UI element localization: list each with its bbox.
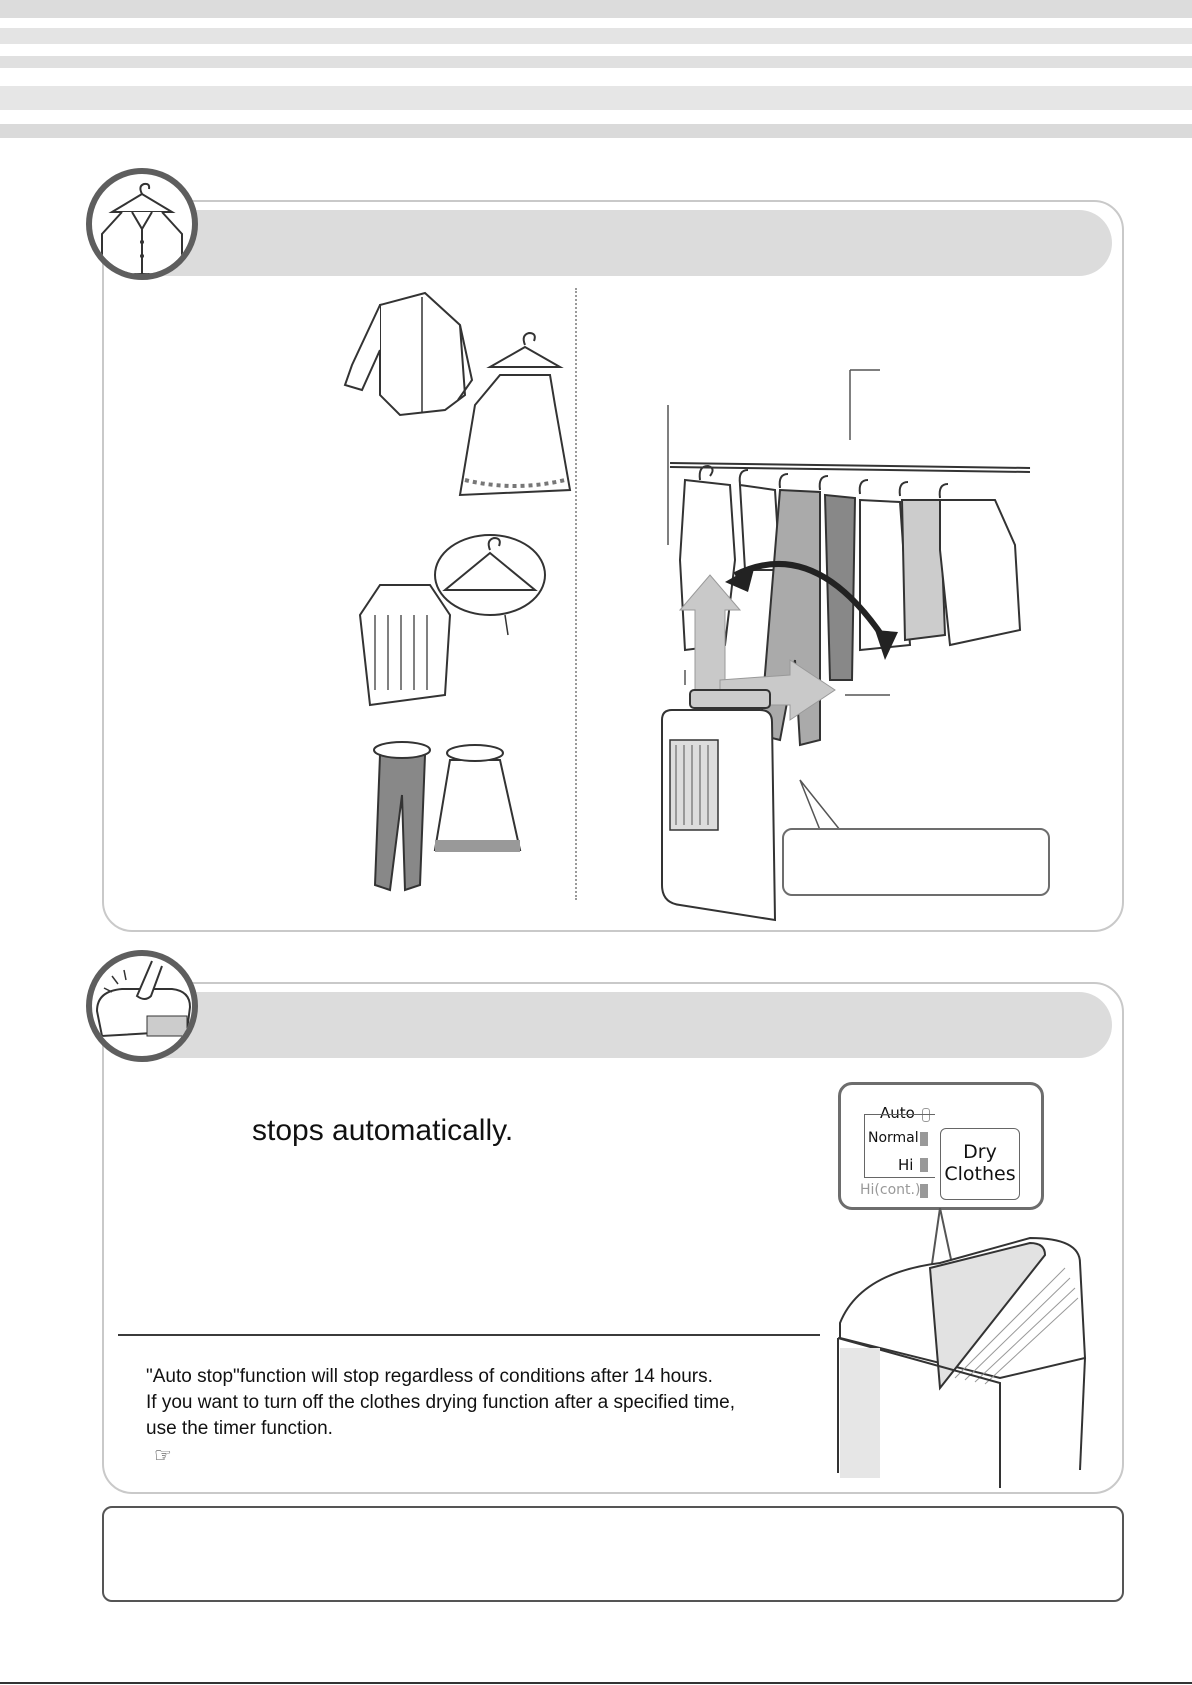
note-line-2: If you want to turn off the clothes drying function after a specified time, <box>146 1392 735 1413</box>
shirt-illustration <box>345 293 472 415</box>
auto-stop-note <box>146 1364 735 1468</box>
hanging-section-title-bar <box>150 210 1112 276</box>
note-line-3: use the timer function. ☞ <box>146 1416 735 1468</box>
shirt-on-hanger-icon <box>86 168 198 280</box>
operation-section-title-bar <box>150 992 1112 1058</box>
mode-auto-label: Auto <box>880 1104 915 1122</box>
pants-and-skirt-illustration <box>374 742 520 890</box>
dry-clothes-label-line2: Clothes <box>944 1163 1016 1185</box>
sweater-illustration <box>360 535 545 705</box>
dehumidifier-top-illustration <box>830 1208 1090 1488</box>
mode-hi-cont-label: Hi(cont.) <box>860 1182 921 1198</box>
mode-bracket <box>864 1114 935 1178</box>
dry-clothes-label-line1: Dry <box>963 1141 997 1163</box>
header-stripes <box>0 0 1192 148</box>
pressing-button-icon <box>86 950 198 1062</box>
note-line-1: "Auto stop"function will stop regardless of conditions after 14 hours. <box>146 1366 713 1387</box>
mode-hi-label: Hi <box>898 1156 914 1174</box>
mode-normal-label: Normal <box>868 1130 919 1146</box>
camisole-illustration <box>460 333 570 495</box>
pointing-hand-icon: ☞ <box>154 1443 172 1467</box>
auto-stop-heading: stops automatically. <box>252 1114 514 1147</box>
dry-clothes-button[interactable] <box>940 1128 1020 1200</box>
clothing-examples-illustration <box>340 285 580 905</box>
column-divider <box>575 288 577 900</box>
note-divider <box>118 1334 820 1336</box>
tip-callout-box <box>782 828 1050 896</box>
footer-rule <box>0 1682 1192 1684</box>
bottom-info-box <box>102 1506 1124 1602</box>
